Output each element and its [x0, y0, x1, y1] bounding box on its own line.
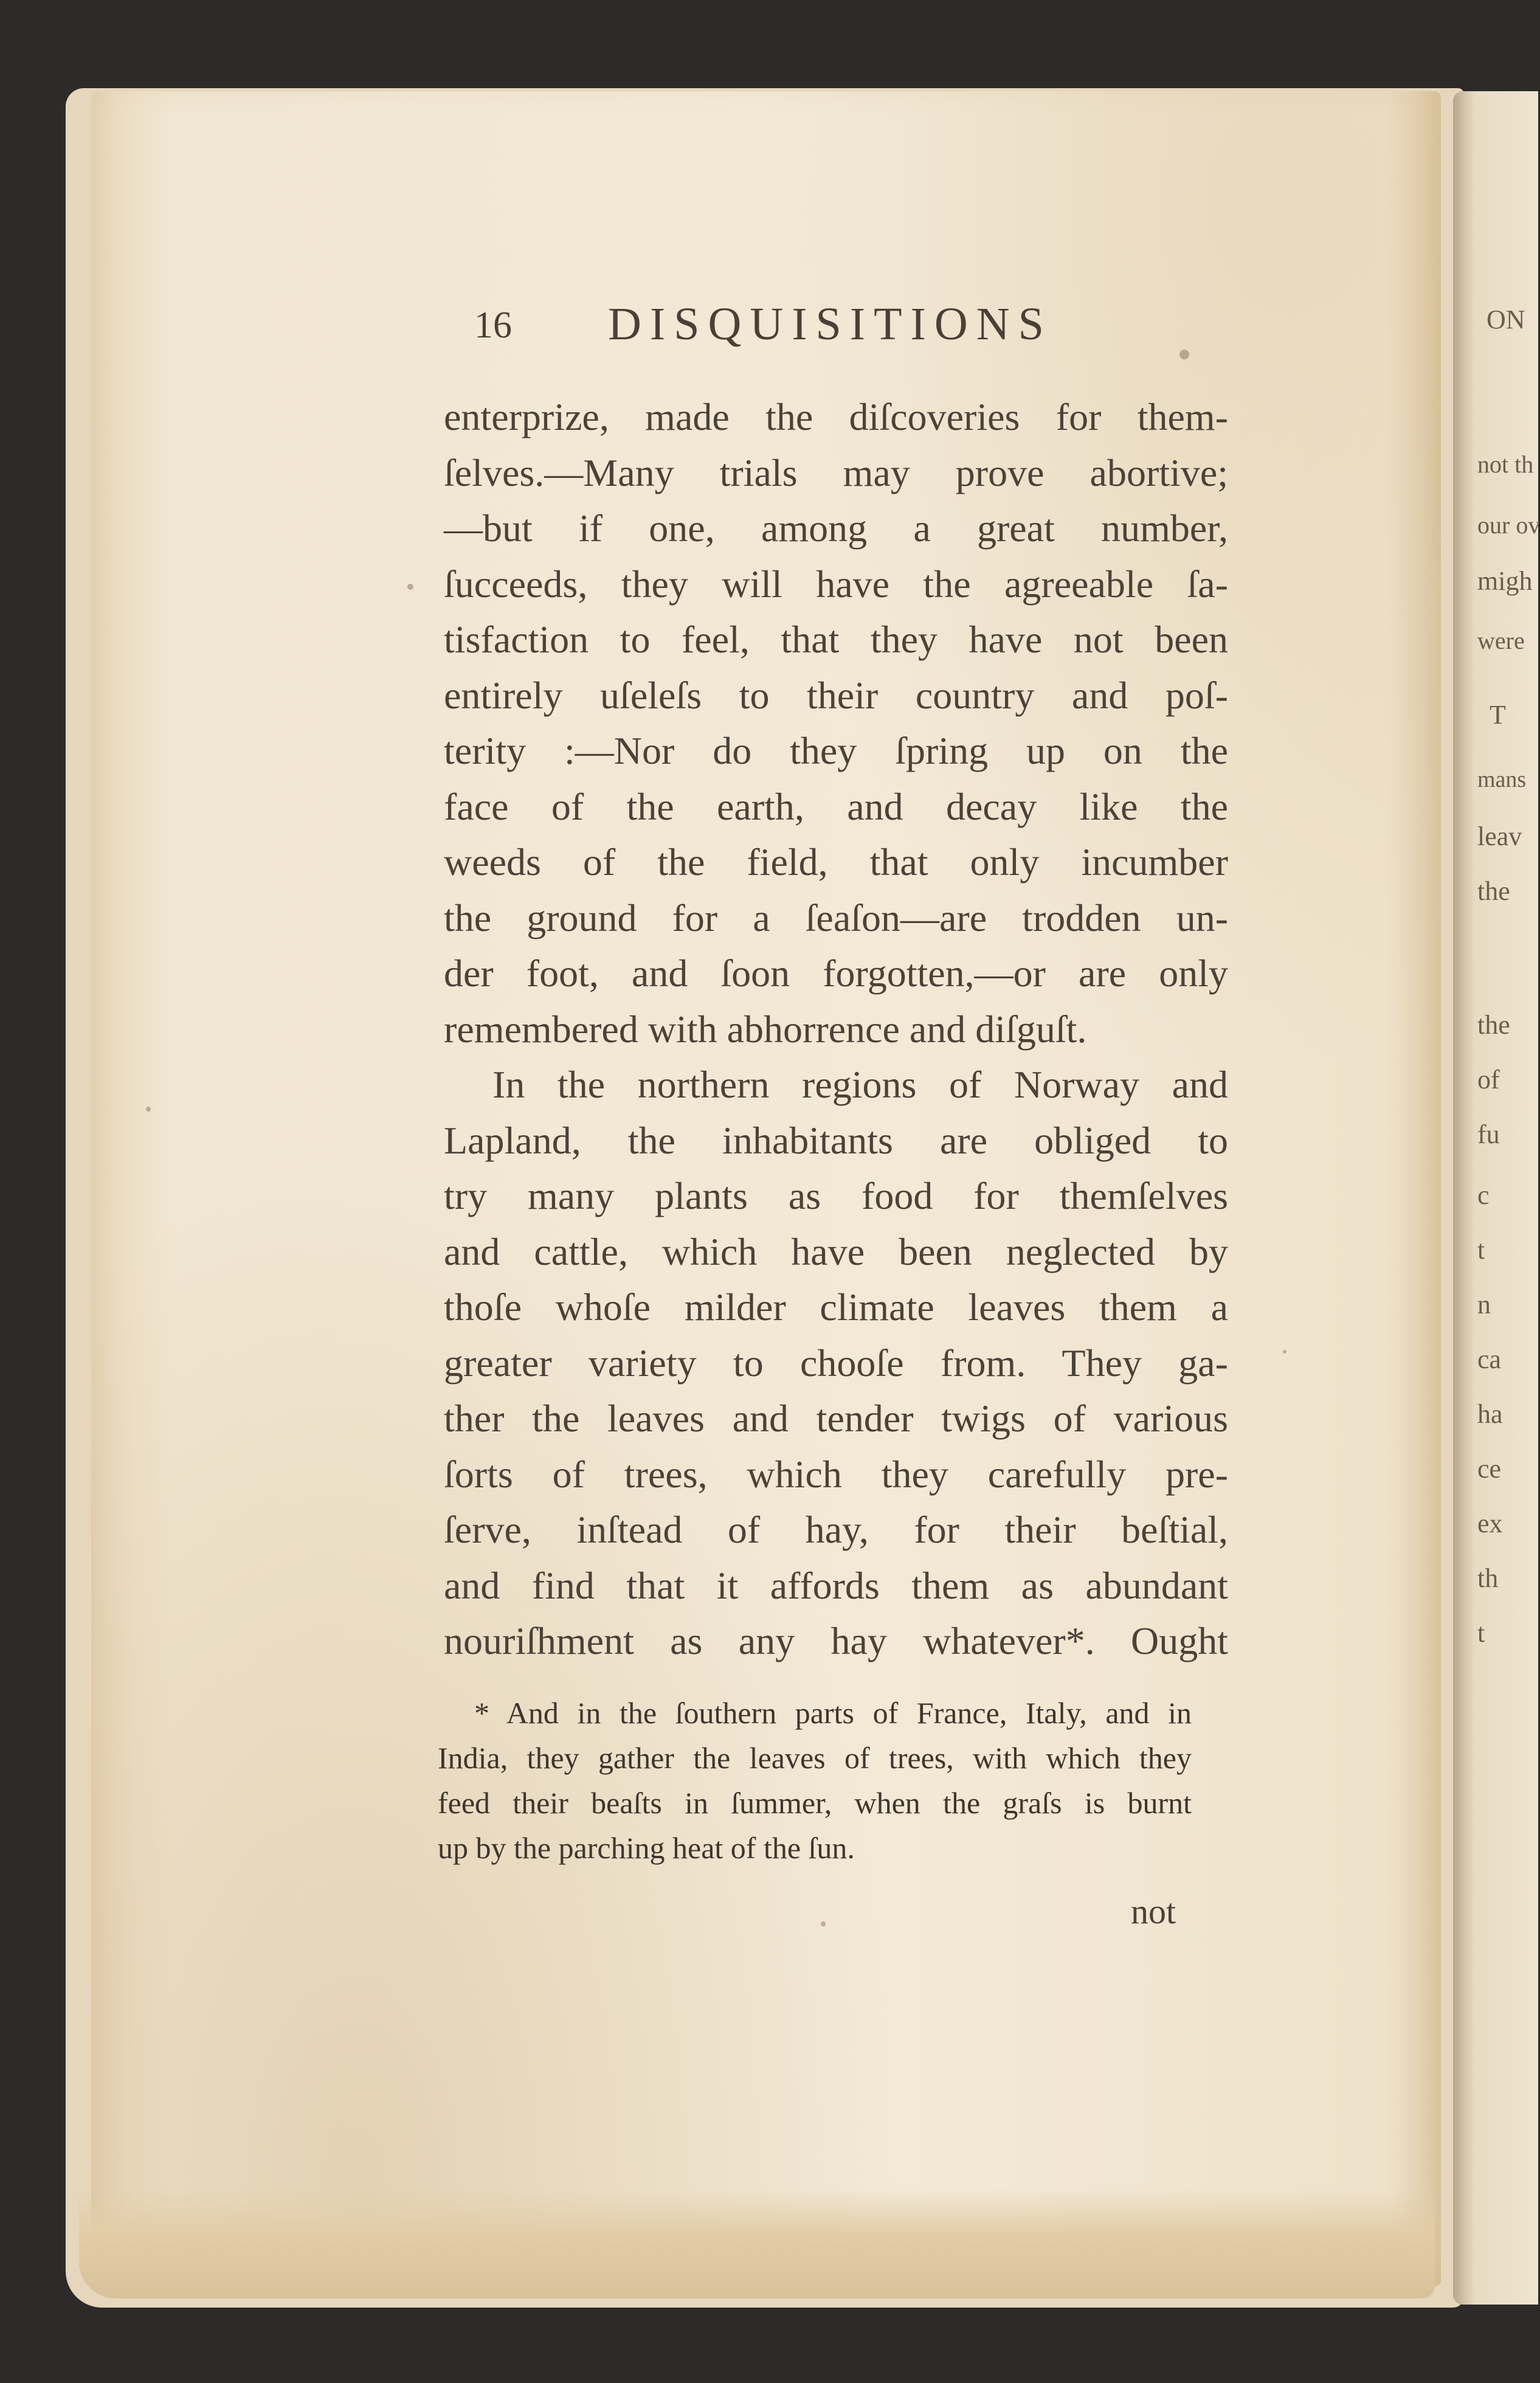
running-head: DISQUISITIONS [608, 299, 1052, 350]
text-line: ther the leaves and tender twigs of various [444, 1397, 1228, 1440]
facing-page-fragment: of [1477, 1065, 1500, 1095]
page-number: 16 [474, 305, 512, 346]
text-line: ſorts of trees, which they carefully pre- [444, 1452, 1228, 1496]
text-line: entirely uſeleſs to their country and poſ- [444, 673, 1228, 717]
paper-speck [146, 1107, 151, 1112]
text-line: ſelves.—Many trials may prove abortive; [444, 451, 1228, 494]
paper-speck [1179, 350, 1189, 359]
text-line: try many plants as food for themſelves [444, 1174, 1228, 1217]
text-line: In the northern regions of Norway and [492, 1063, 1228, 1106]
footnote-line: * And in the ſouthern parts of France, Italy, and in [474, 1696, 1192, 1730]
facing-page-fragment: ex [1477, 1509, 1503, 1538]
facing-page-fragment: our ov [1477, 511, 1540, 539]
facing-page-fragment: ha [1477, 1399, 1503, 1429]
text-line: enterprize, made the diſcoveries for them- [444, 395, 1228, 438]
footnote-line: feed their beaſts in ſummer, when the graſs is burnt [438, 1786, 1192, 1820]
facing-page-fragment: fu [1477, 1119, 1500, 1149]
text-line: nouriſhment as any hay whatever*. Ought [444, 1619, 1228, 1662]
text-line: greater variety to chooſe from. They ga- [444, 1341, 1228, 1385]
body-text [444, 389, 1228, 1669]
footnote-line: up by the parching heat of the ſun. [438, 1831, 855, 1865]
facing-page-fragment: th [1477, 1563, 1499, 1593]
facing-page-fragment: T [1490, 700, 1506, 730]
text-line: remembered with abhorrence and diſguſt. [444, 1007, 1087, 1051]
facing-page-edge [1453, 91, 1538, 2305]
page-bottom-wear [79, 2189, 1435, 2298]
facing-page-fragment: t [1477, 1618, 1485, 1648]
facing-page-fragment: migh [1477, 566, 1533, 596]
text-line: ſerve, inſtead of hay, for their beſtial, [444, 1508, 1228, 1551]
text-line: thoſe whoſe milder climate leaves them a [444, 1285, 1228, 1329]
text-line: ſucceeds, they will have the agreeable ſa- [444, 562, 1228, 606]
catchword: not [1131, 1892, 1176, 1931]
facing-page-fragment: ce [1477, 1454, 1502, 1484]
text-line: —but if one, among a great number, [444, 507, 1228, 550]
text-line: weeds of the field, that only incumber [444, 840, 1228, 884]
text-line: der foot, and ſoon forgotten,—or are only [444, 952, 1228, 995]
facing-page-fragment: t [1477, 1235, 1485, 1265]
facing-page-fragment: not th [1477, 451, 1534, 478]
facing-page-fragment: mans [1477, 767, 1527, 792]
text-line: Lapland, the inhabitants are obliged to [444, 1118, 1228, 1162]
text-line: terity :—Nor do they ſpring up on the [444, 729, 1228, 772]
facing-page-fragment: ON [1486, 305, 1525, 334]
footnote-line: India, they gather the leaves of trees, with which they [438, 1741, 1192, 1775]
facing-page-fragment: c [1477, 1180, 1490, 1210]
text-line: tisfaction to feel, that they have not been [444, 618, 1228, 661]
facing-page-fragment: were [1477, 627, 1525, 654]
facing-page-fragment: the [1477, 876, 1510, 906]
page-header [474, 298, 1131, 371]
text-line: and cattle, which have been neglected by [444, 1230, 1228, 1273]
facing-page-fragment: leav [1477, 821, 1522, 851]
paper-speck [407, 584, 413, 590]
text-line: and find that it affords them as abundant [444, 1563, 1228, 1607]
facing-page-fragment: ca [1477, 1344, 1502, 1374]
footnote [438, 1690, 1192, 1870]
text-line: the ground for a ſeaſon—are trodden un- [444, 896, 1228, 939]
facing-page-fragment: the [1477, 1010, 1510, 1040]
paper-speck [1283, 1350, 1286, 1354]
paper-speck [821, 1921, 826, 1926]
text-line: face of the earth, and decay like the [444, 784, 1228, 828]
facing-page-fragment: n [1477, 1290, 1491, 1319]
